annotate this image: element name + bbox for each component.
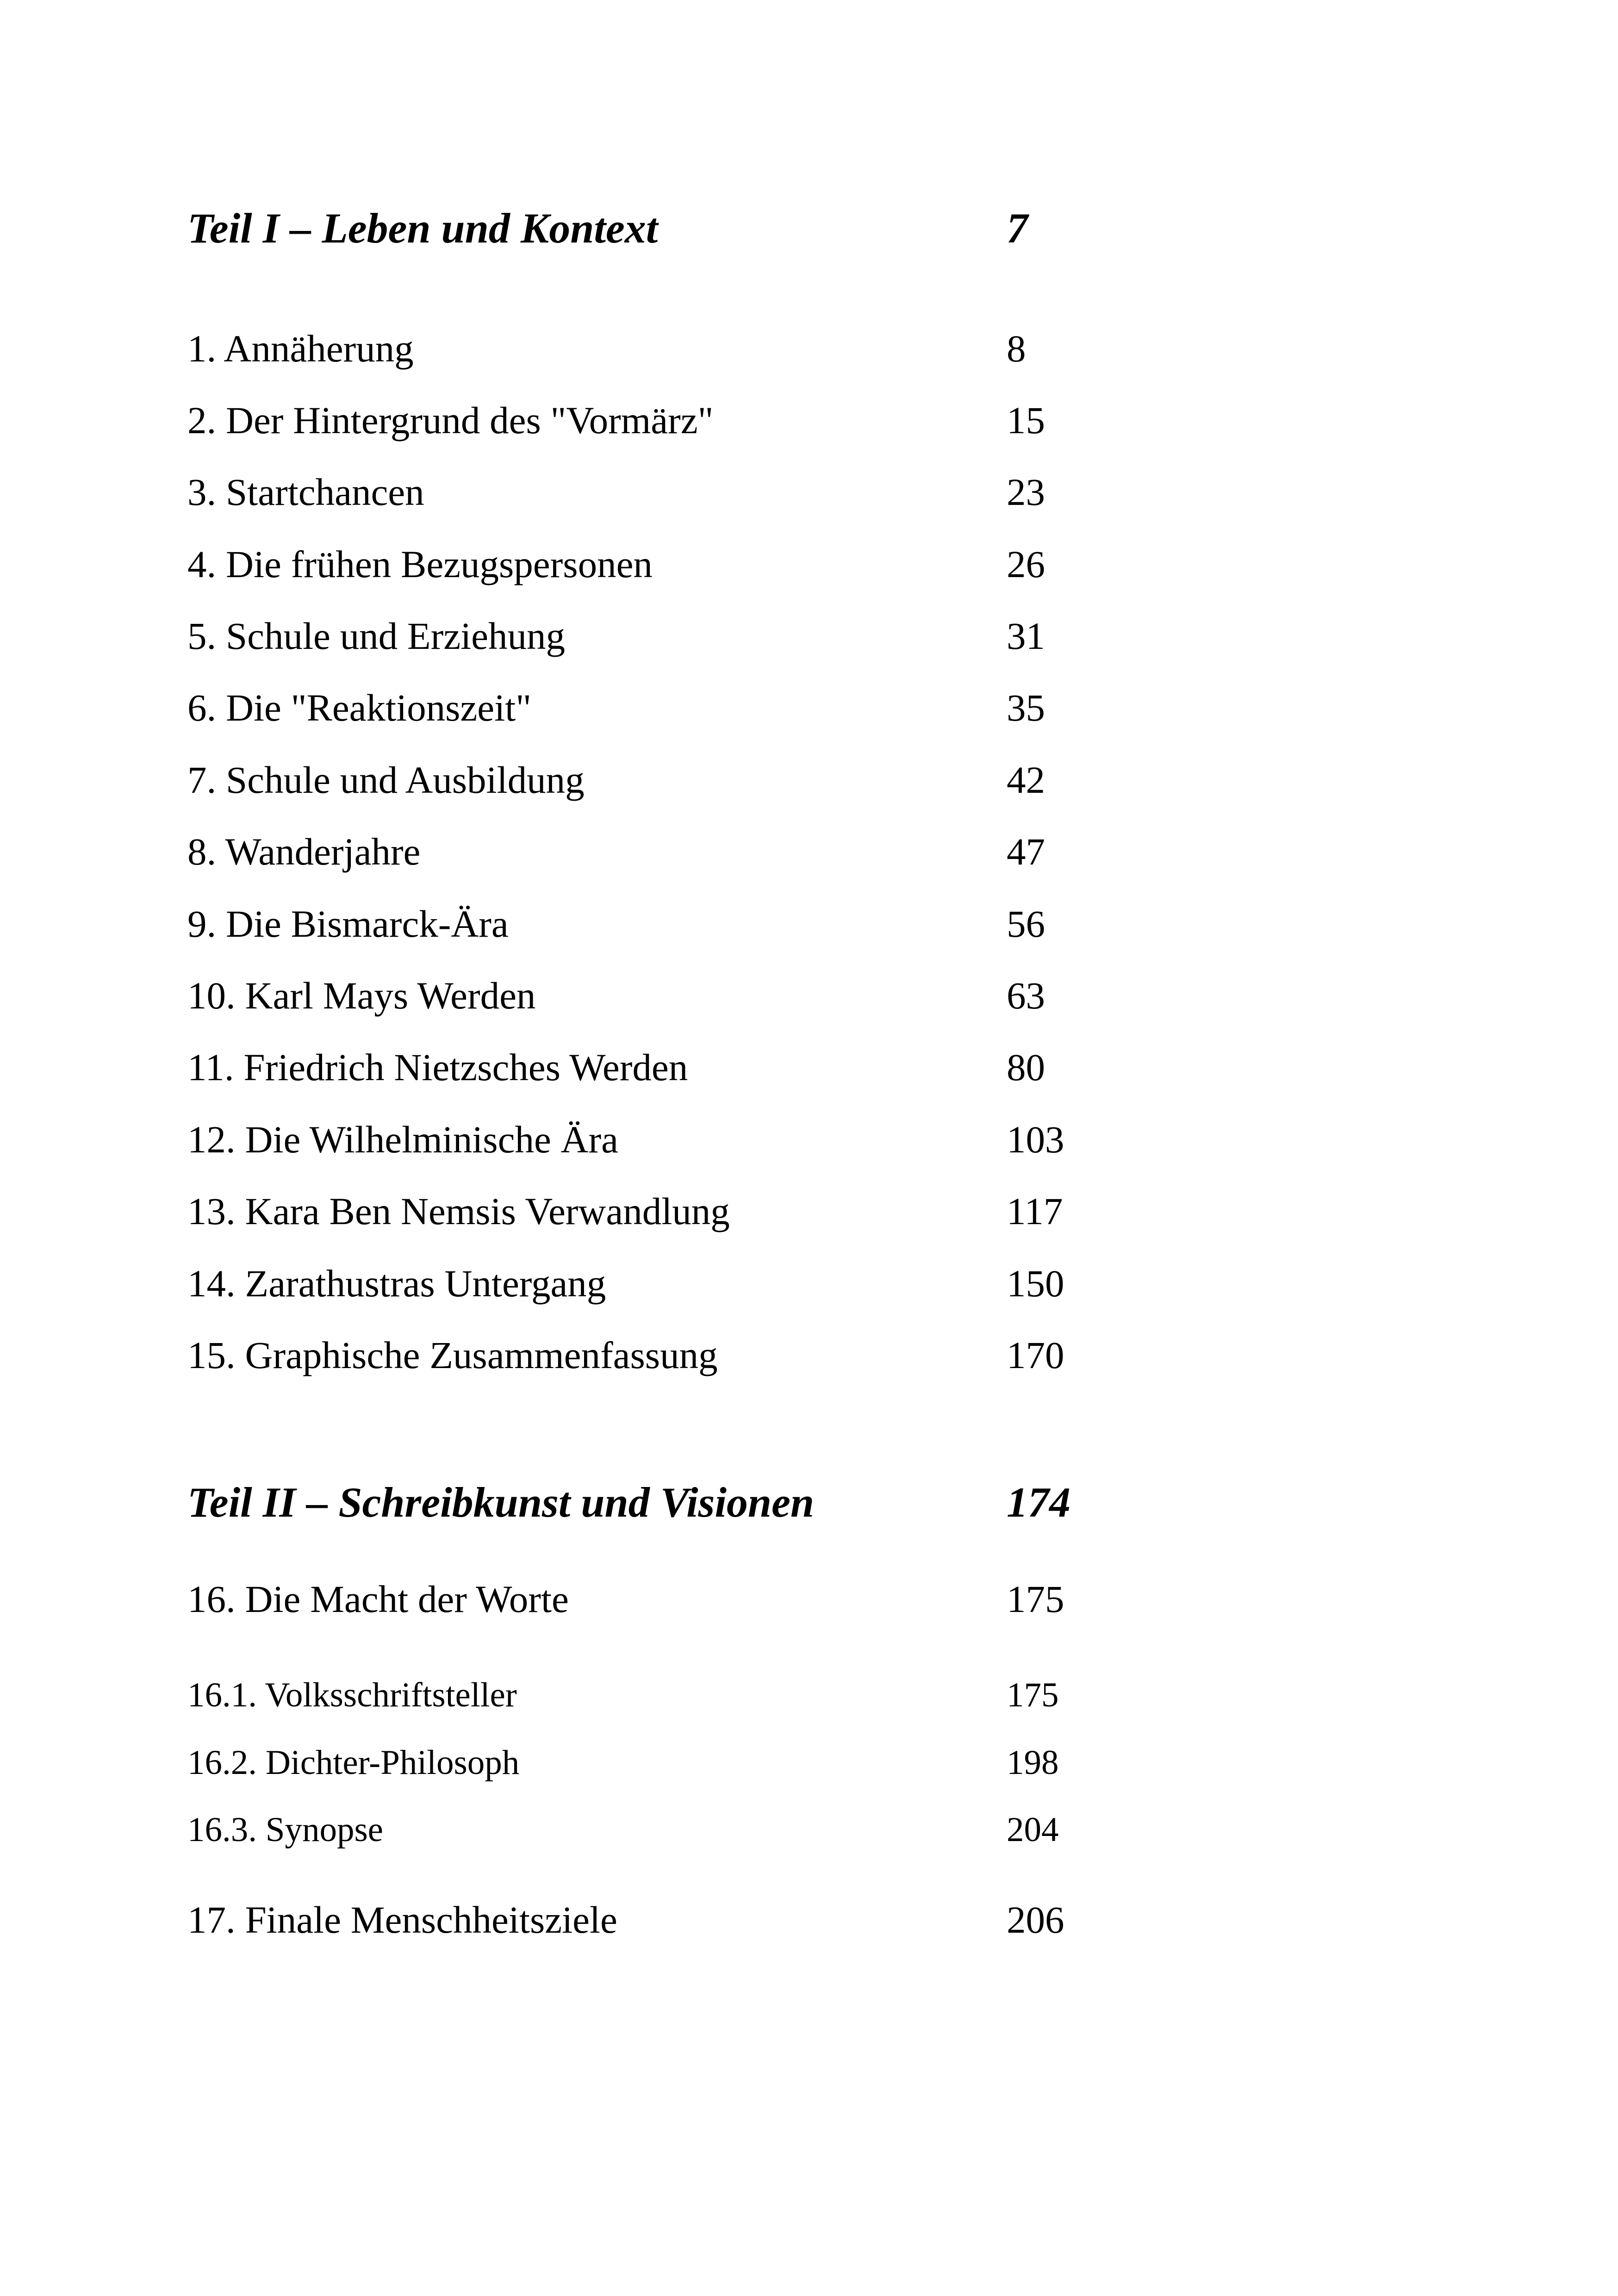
chapter-page-number: 170: [1007, 1334, 1064, 1376]
chapter-title: 6. Die "Reaktionszeit": [187, 686, 532, 729]
part-page-number: 7: [1007, 205, 1028, 252]
chapter-page-number: 175: [1007, 1578, 1064, 1620]
section-page-number: 198: [1007, 1743, 1059, 1782]
chapter-title: 10. Karl Mays Werden: [187, 974, 536, 1017]
chapter-page-number: 150: [1007, 1262, 1064, 1305]
chapter-page-number: 35: [1007, 686, 1045, 729]
chapter-page-number: 117: [1007, 1190, 1063, 1232]
chapter-page-number: 31: [1007, 615, 1045, 657]
chapter-title: 4. Die frühen Bezugspersonen: [187, 543, 653, 585]
section-title: 16.1. Volksschriftsteller: [187, 1676, 517, 1714]
chapter-page-number: 80: [1007, 1046, 1045, 1089]
chapter-title: 13. Kara Ben Nemsis Verwandlung: [187, 1190, 730, 1232]
chapter-title: 17. Finale Menschheitsziele: [187, 1898, 617, 1941]
chapter-title: 16. Die Macht der Worte: [187, 1578, 569, 1620]
chapter-title: 9. Die Bismarck-Ära: [187, 902, 509, 945]
section-page-number: 175: [1007, 1676, 1059, 1714]
chapter-title: 2. Der Hintergrund des "Vormärz": [187, 399, 714, 442]
chapter-title: 3. Startchancen: [187, 471, 424, 513]
section-page-number: 204: [1007, 1811, 1059, 1849]
section-title: 16.2. Dichter-Philosoph: [187, 1743, 520, 1782]
chapter-page-number: 47: [1007, 830, 1045, 873]
chapter-page-number: 23: [1007, 471, 1045, 513]
chapter-title: 7. Schule und Ausbildung: [187, 759, 585, 801]
chapter-page-number: 63: [1007, 974, 1045, 1017]
chapter-page-number: 103: [1007, 1118, 1064, 1161]
chapter-page-number: 8: [1007, 327, 1026, 370]
part-title: Teil I – Leben und Kontext: [187, 205, 658, 252]
chapter-title: 14. Zarathustras Untergang: [187, 1262, 606, 1305]
section-title: 16.3. Synopse: [187, 1811, 383, 1849]
chapter-page-number: 42: [1007, 759, 1045, 801]
chapter-title: 11. Friedrich Nietzsches Werden: [187, 1046, 688, 1089]
chapter-page-number: 206: [1007, 1898, 1064, 1941]
part-title: Teil II – Schreibkunst und Visionen: [187, 1479, 815, 1526]
chapter-title: 1. Annäherung: [187, 327, 414, 370]
chapter-title: 8. Wanderjahre: [187, 830, 421, 873]
part-page-number: 174: [1007, 1479, 1070, 1526]
chapter-page-number: 26: [1007, 543, 1045, 585]
chapter-page-number: 56: [1007, 902, 1045, 945]
chapter-page-number: 15: [1007, 399, 1045, 442]
chapter-title: 5. Schule und Erziehung: [187, 615, 565, 657]
chapter-title: 15. Graphische Zusammenfassung: [187, 1334, 718, 1376]
chapter-title: 12. Die Wilhelminische Ära: [187, 1118, 618, 1161]
